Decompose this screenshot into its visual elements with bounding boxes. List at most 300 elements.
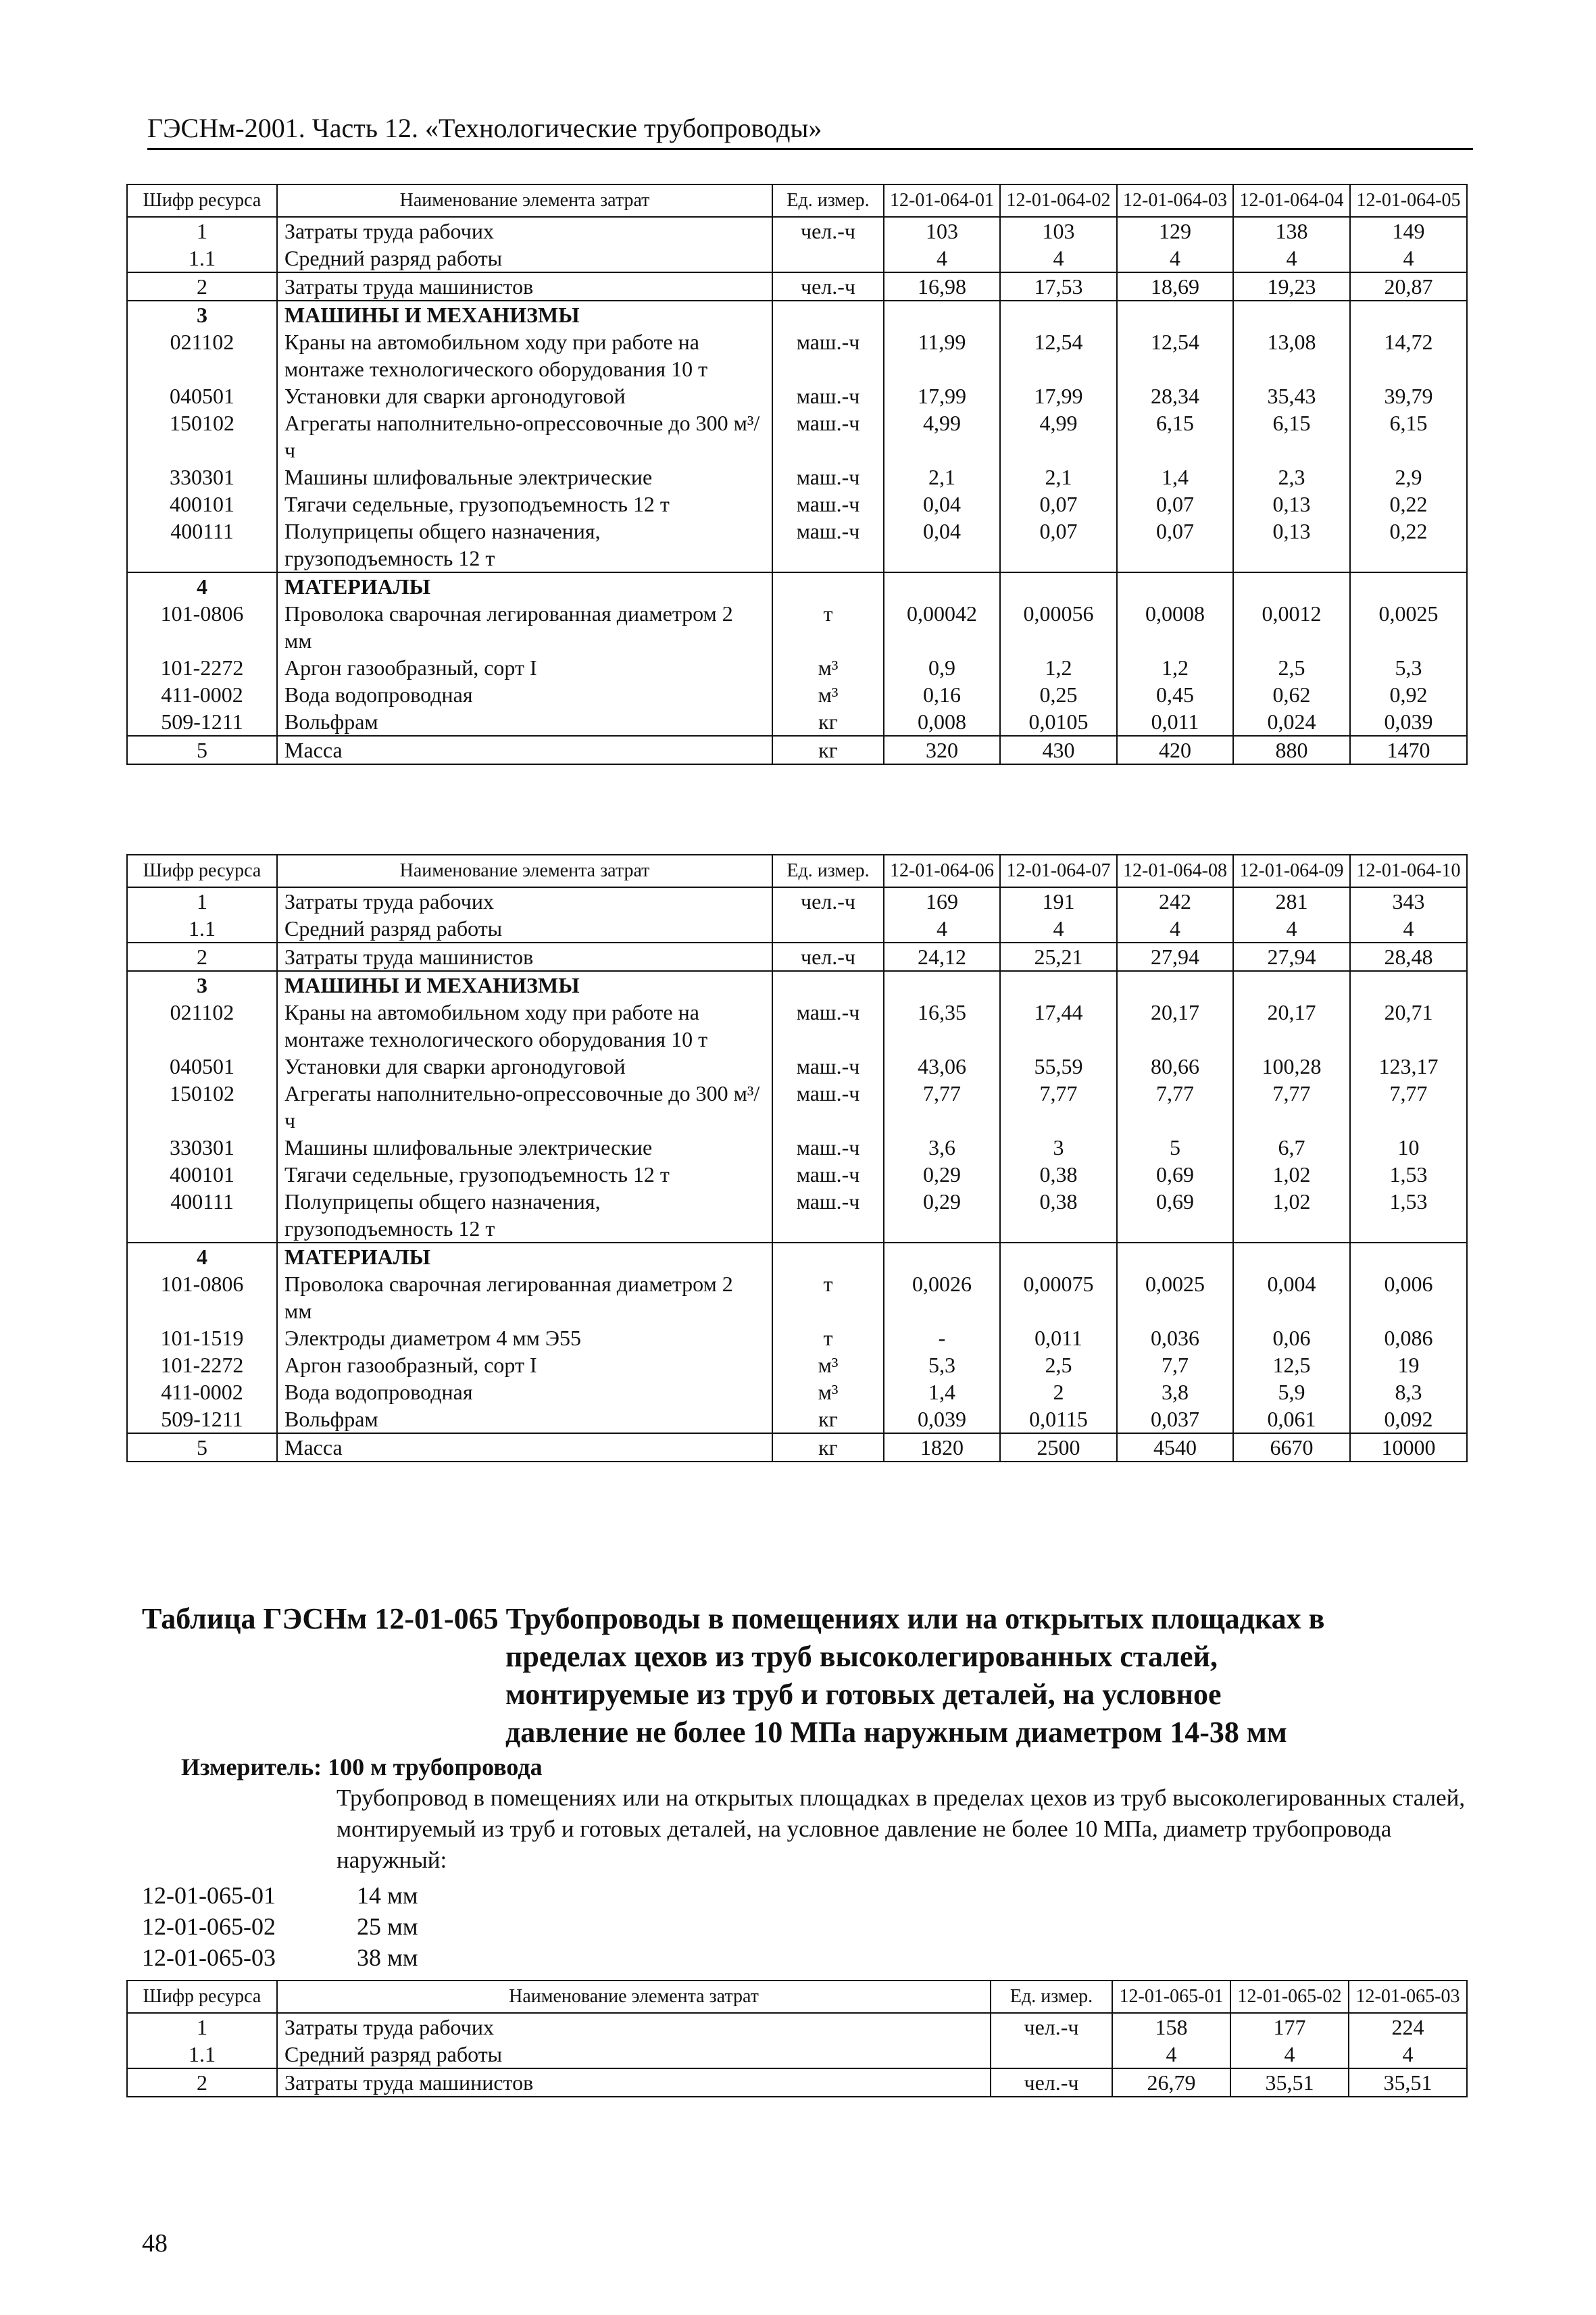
variant-item	[142, 1911, 418, 1942]
cost-item-name-cell: Краны на автомобильном ходу при работе на монтаже технологического оборудования 10 т	[277, 328, 772, 382]
unit-cell: т	[772, 1324, 884, 1351]
cost-item-name-cell: Средний разряд работы	[277, 915, 772, 943]
value-cell: 16,98	[884, 272, 1000, 301]
col-header-norm: 12-01-064-01	[884, 184, 1000, 217]
value-cell: 39,79	[1350, 382, 1467, 409]
value-cell: 0,07	[1117, 491, 1233, 518]
cost-item-name-cell: Электроды диаметром 4 мм Э55	[277, 1324, 772, 1351]
cost-item-name-cell: Тягачи седельные, грузоподъемность 12 т	[277, 491, 772, 518]
cost-item-name-cell: МАШИНЫ И МЕХАНИЗМЫ	[277, 301, 772, 328]
col-header-unit: Ед. измер.	[991, 1981, 1112, 2013]
value-cell: 4	[1000, 915, 1117, 943]
value-cell: 13,08	[1233, 328, 1350, 382]
col-header-code: Шифр ресурса	[127, 1981, 277, 2013]
col-header-norm: 12-01-065-01	[1112, 1981, 1230, 2013]
value-cell: 25,21	[1000, 943, 1117, 971]
value-cell: 224	[1349, 2013, 1467, 2041]
table-row	[127, 1053, 1467, 1080]
value-cell: 20,17	[1233, 999, 1350, 1053]
value-cell: 5,3	[884, 1351, 1000, 1378]
value-cell: 0,092	[1350, 1405, 1467, 1433]
value-cell: 0,04	[884, 491, 1000, 518]
table-title	[142, 1600, 1466, 1751]
value-cell: 17,53	[1000, 272, 1117, 301]
cost-item-name-cell: Затраты труда рабочих	[277, 217, 772, 245]
value-cell: 0,04	[884, 518, 1000, 572]
resource-code-cell: 400111	[127, 1188, 277, 1243]
value-cell: 0,086	[1350, 1324, 1467, 1351]
value-cell	[1117, 971, 1233, 999]
cost-item-name-cell: Проволока сварочная легированная диаметром 2 мм	[277, 1270, 772, 1324]
cost-item-name-cell: Затраты труда машинистов	[277, 272, 772, 301]
value-cell: 1,4	[884, 1378, 1000, 1405]
unit-cell: кг	[772, 736, 884, 764]
unit-cell: чел.-ч	[772, 943, 884, 971]
resource-code-cell: 509-1211	[127, 708, 277, 736]
value-cell: 17,44	[1000, 999, 1117, 1053]
resource-code-cell: 4	[127, 572, 277, 600]
value-cell: 0,00056	[1000, 600, 1117, 654]
table-row	[127, 301, 1467, 328]
value-cell: 10000	[1350, 1433, 1467, 1462]
value-cell: 0,13	[1233, 491, 1350, 518]
resource-code-cell: 040501	[127, 1053, 277, 1080]
cost-item-name-cell: Машины шлифовальные электрические	[277, 1134, 772, 1161]
value-cell: 4,99	[884, 409, 1000, 464]
value-cell: 4540	[1117, 1433, 1233, 1462]
value-cell: 281	[1233, 887, 1350, 915]
resource-code-cell: 3	[127, 971, 277, 999]
col-header-norm: 12-01-064-07	[1000, 855, 1117, 887]
table-row	[127, 272, 1467, 301]
resource-code-cell: 400111	[127, 518, 277, 572]
norms-table-064-06-10	[126, 854, 1468, 1462]
resource-code-cell: 101-2272	[127, 1351, 277, 1378]
value-cell: 7,77	[1000, 1080, 1117, 1134]
value-cell: 0,06	[1233, 1324, 1350, 1351]
value-cell: 16,35	[884, 999, 1000, 1053]
value-cell: 0,0025	[1117, 1270, 1233, 1324]
variant-code: 12-01-065-01	[142, 1882, 276, 1909]
unit-cell: маш.-ч	[772, 464, 884, 491]
col-header-code: Шифр ресурса	[127, 184, 277, 217]
value-cell: 0,00075	[1000, 1270, 1117, 1324]
table-row	[127, 1405, 1467, 1433]
table-header-row	[127, 1981, 1467, 2013]
value-cell: 35,51	[1230, 2068, 1349, 2097]
table-row	[127, 1324, 1467, 1351]
value-cell: 4	[1349, 2041, 1467, 2068]
value-cell: 0,38	[1000, 1161, 1117, 1188]
resource-code-cell: 2	[127, 272, 277, 301]
cost-item-name-cell: Установки для сварки аргонодуговой	[277, 1053, 772, 1080]
unit-cell: маш.-ч	[772, 328, 884, 382]
value-cell: 880	[1233, 736, 1350, 764]
value-cell: 1470	[1350, 736, 1467, 764]
value-cell: 123,17	[1350, 1053, 1467, 1080]
meter-line: Измеритель: 100 м трубопровода	[181, 1753, 543, 1781]
value-cell: 4	[1230, 2041, 1349, 2068]
value-cell: 20,87	[1350, 272, 1467, 301]
value-cell: 1820	[884, 1433, 1000, 1462]
value-cell: 5,9	[1233, 1378, 1350, 1405]
unit-cell: м³	[772, 1351, 884, 1378]
unit-cell: чел.-ч	[772, 272, 884, 301]
table-row	[127, 464, 1467, 491]
value-cell: 2,3	[1233, 464, 1350, 491]
resource-code-cell: 101-0806	[127, 600, 277, 654]
value-cell	[884, 572, 1000, 600]
cost-item-name-cell: Полуприцепы общего назначения, грузоподъемность 12 т	[277, 518, 772, 572]
value-cell: 1,2	[1117, 654, 1233, 681]
cost-item-name-cell: Агрегаты наполнительно-опрессовочные до 300 м³/ч	[277, 1080, 772, 1134]
table-row	[127, 572, 1467, 600]
value-cell: 3	[1000, 1134, 1117, 1161]
cost-item-name-cell: Средний разряд работы	[277, 245, 772, 272]
value-cell: 0,037	[1117, 1405, 1233, 1433]
table-row	[127, 382, 1467, 409]
unit-cell: маш.-ч	[772, 1080, 884, 1134]
table-row	[127, 708, 1467, 736]
value-cell: 1,53	[1350, 1188, 1467, 1243]
col-header-code: Шифр ресурса	[127, 855, 277, 887]
value-cell: 169	[884, 887, 1000, 915]
resource-code-cell: 1.1	[127, 2041, 277, 2068]
cost-item-name-cell: Агрегаты наполнительно-опрессовочные до 300 м³/ч	[277, 409, 772, 464]
value-cell: 35,51	[1349, 2068, 1467, 2097]
unit-cell	[772, 301, 884, 328]
value-cell: 10	[1350, 1134, 1467, 1161]
resource-code-cell: 411-0002	[127, 681, 277, 708]
cost-item-name-cell: Проволока сварочная легированная диаметром 2 мм	[277, 600, 772, 654]
value-cell: 0,0115	[1000, 1405, 1117, 1433]
value-cell: 0,0008	[1117, 600, 1233, 654]
table-row	[127, 518, 1467, 572]
cost-item-name-cell: Аргон газообразный, сорт I	[277, 654, 772, 681]
value-cell: 4	[1117, 915, 1233, 943]
page-number: 48	[142, 2229, 168, 2258]
col-header-name: Наименование элемента затрат	[277, 184, 772, 217]
table-row	[127, 1080, 1467, 1134]
table-row	[127, 887, 1467, 915]
col-header-name: Наименование элемента затрат	[277, 855, 772, 887]
value-cell: 0,0105	[1000, 708, 1117, 736]
resource-code-cell: 330301	[127, 464, 277, 491]
norms-table-065	[126, 1980, 1468, 2097]
col-header-norm: 12-01-064-06	[884, 855, 1000, 887]
value-cell: 0,0025	[1350, 600, 1467, 654]
unit-cell	[772, 1243, 884, 1270]
value-cell: 4	[884, 915, 1000, 943]
unit-cell: чел.-ч	[991, 2013, 1112, 2041]
value-cell: 0,38	[1000, 1188, 1117, 1243]
value-cell	[1000, 971, 1117, 999]
value-cell: 0,29	[884, 1188, 1000, 1243]
unit-cell: м³	[772, 1378, 884, 1405]
cost-item-name-cell: Установки для сварки аргонодуговой	[277, 382, 772, 409]
running-header: ГЭСНм-2001. Часть 12. «Технологические трубопроводы»	[147, 112, 1473, 150]
unit-cell: маш.-ч	[772, 999, 884, 1053]
value-cell: 12,5	[1233, 1351, 1350, 1378]
unit-cell	[772, 572, 884, 600]
resource-code-cell: 1	[127, 217, 277, 245]
resource-code-cell: 021102	[127, 328, 277, 382]
unit-cell: чел.-ч	[772, 887, 884, 915]
resource-code-cell: 411-0002	[127, 1378, 277, 1405]
value-cell: 14,72	[1350, 328, 1467, 382]
value-cell: 0,29	[884, 1161, 1000, 1188]
value-cell: 0,0026	[884, 1270, 1000, 1324]
value-cell: 4,99	[1000, 409, 1117, 464]
unit-cell: чел.-ч	[991, 2068, 1112, 2097]
cost-item-name-cell: Машины шлифовальные электрические	[277, 464, 772, 491]
value-cell	[1233, 572, 1350, 600]
title-line: Таблица ГЭСНм 12-01-065 Трубопроводы в помещениях или на открытых площадках в	[142, 1602, 1325, 1635]
unit-cell	[772, 245, 884, 272]
value-cell: 149	[1350, 217, 1467, 245]
value-cell: 4	[884, 245, 1000, 272]
unit-cell: кг	[772, 1433, 884, 1462]
value-cell	[1233, 1243, 1350, 1270]
value-cell: 35,43	[1233, 382, 1350, 409]
title-line: давление не более 10 МПа наружным диаметром 14-38 мм	[505, 1716, 1287, 1749]
variant-value: 14 мм	[357, 1882, 418, 1909]
value-cell: -	[884, 1324, 1000, 1351]
value-cell: 0,006	[1350, 1270, 1467, 1324]
value-cell: 19	[1350, 1351, 1467, 1378]
col-header-norm: 12-01-064-10	[1350, 855, 1467, 887]
value-cell: 11,99	[884, 328, 1000, 382]
value-cell: 320	[884, 736, 1000, 764]
col-header-norm: 12-01-064-05	[1350, 184, 1467, 217]
value-cell: 24,12	[884, 943, 1000, 971]
resource-code-cell: 101-1519	[127, 1324, 277, 1351]
table-row	[127, 1378, 1467, 1405]
resource-code-cell: 150102	[127, 409, 277, 464]
unit-cell: кг	[772, 1405, 884, 1433]
value-cell: 177	[1230, 2013, 1349, 2041]
value-cell: 0,22	[1350, 518, 1467, 572]
table-row	[127, 1188, 1467, 1243]
value-cell	[1000, 1243, 1117, 1270]
value-cell: 18,69	[1117, 272, 1233, 301]
value-cell: 1,53	[1350, 1161, 1467, 1188]
value-cell: 12,54	[1117, 328, 1233, 382]
value-cell: 103	[884, 217, 1000, 245]
col-header-unit: Ед. измер.	[772, 184, 884, 217]
value-cell: 28,48	[1350, 943, 1467, 971]
value-cell: 0,008	[884, 708, 1000, 736]
table-row	[127, 2013, 1467, 2041]
value-cell: 26,79	[1112, 2068, 1230, 2097]
col-header-norm: 12-01-064-02	[1000, 184, 1117, 217]
cost-item-name-cell: МАШИНЫ И МЕХАНИЗМЫ	[277, 971, 772, 999]
value-cell: 7,77	[884, 1080, 1000, 1134]
table-row	[127, 245, 1467, 272]
resource-code-cell: 1.1	[127, 915, 277, 943]
value-cell: 19,23	[1233, 272, 1350, 301]
cost-item-name-cell: Вода водопроводная	[277, 1378, 772, 1405]
value-cell: 0,07	[1117, 518, 1233, 572]
resource-code-cell: 5	[127, 1433, 277, 1462]
norms-table-064-01-05	[126, 184, 1468, 765]
table-row	[127, 328, 1467, 382]
value-cell: 0,45	[1117, 681, 1233, 708]
cost-item-name-cell: МАТЕРИАЛЫ	[277, 572, 772, 600]
cost-item-name-cell: Полуприцепы общего назначения, грузоподъемность 12 т	[277, 1188, 772, 1243]
col-header-unit: Ед. измер.	[772, 855, 884, 887]
value-cell: 27,94	[1117, 943, 1233, 971]
table-row	[127, 681, 1467, 708]
table-row	[127, 915, 1467, 943]
value-cell: 0,0012	[1233, 600, 1350, 654]
value-cell: 0,92	[1350, 681, 1467, 708]
resource-code-cell: 4	[127, 1243, 277, 1270]
value-cell: 100,28	[1233, 1053, 1350, 1080]
resource-code-cell: 101-2272	[127, 654, 277, 681]
value-cell: 1,2	[1000, 654, 1117, 681]
value-cell: 12,54	[1000, 328, 1117, 382]
value-cell: 4	[1117, 245, 1233, 272]
unit-cell: маш.-ч	[772, 1161, 884, 1188]
variant-code: 12-01-065-02	[142, 1913, 276, 1940]
cost-item-name-cell: Масса	[277, 1433, 772, 1462]
unit-cell	[772, 971, 884, 999]
value-cell: 43,06	[884, 1053, 1000, 1080]
value-cell: 5	[1117, 1134, 1233, 1161]
title-line: монтируемые из труб и готовых деталей, на условное	[505, 1678, 1222, 1711]
value-cell	[884, 1243, 1000, 1270]
value-cell	[1233, 301, 1350, 328]
value-cell	[1117, 572, 1233, 600]
value-cell: 7,77	[1117, 1080, 1233, 1134]
value-cell: 20,17	[1117, 999, 1233, 1053]
cost-item-name-cell: Затраты труда рабочих	[277, 2013, 991, 2041]
value-cell: 17,99	[1000, 382, 1117, 409]
value-cell	[1117, 1243, 1233, 1270]
value-cell: 2,1	[1000, 464, 1117, 491]
table-row	[127, 1270, 1467, 1324]
value-cell: 1,4	[1117, 464, 1233, 491]
value-cell: 4	[1233, 915, 1350, 943]
value-cell: 0,004	[1233, 1270, 1350, 1324]
resource-code-cell: 1	[127, 887, 277, 915]
value-cell: 242	[1117, 887, 1233, 915]
value-cell	[1350, 1243, 1467, 1270]
value-cell: 0,036	[1117, 1324, 1233, 1351]
cost-item-name-cell: Затраты труда рабочих	[277, 887, 772, 915]
value-cell	[1233, 971, 1350, 999]
value-cell: 103	[1000, 217, 1117, 245]
unit-cell: маш.-ч	[772, 1053, 884, 1080]
table-row	[127, 654, 1467, 681]
table-header-row	[127, 855, 1467, 887]
value-cell: 2,1	[884, 464, 1000, 491]
value-cell: 27,94	[1233, 943, 1350, 971]
value-cell: 2,5	[1233, 654, 1350, 681]
resource-code-cell: 150102	[127, 1080, 277, 1134]
unit-cell: маш.-ч	[772, 1134, 884, 1161]
unit-cell	[991, 2041, 1112, 2068]
value-cell: 2,5	[1000, 1351, 1117, 1378]
value-cell: 1,02	[1233, 1188, 1350, 1243]
value-cell: 0,13	[1233, 518, 1350, 572]
value-cell: 0,039	[1350, 708, 1467, 736]
value-cell: 4	[1350, 915, 1467, 943]
table-row	[127, 491, 1467, 518]
cost-item-name-cell: Вода водопроводная	[277, 681, 772, 708]
value-cell: 0,011	[1000, 1324, 1117, 1351]
value-cell: 5,3	[1350, 654, 1467, 681]
unit-cell: маш.-ч	[772, 382, 884, 409]
resource-code-cell: 5	[127, 736, 277, 764]
value-cell: 0,69	[1117, 1188, 1233, 1243]
value-cell: 420	[1117, 736, 1233, 764]
table-row	[127, 1243, 1467, 1270]
value-cell	[1000, 572, 1117, 600]
unit-cell: кг	[772, 708, 884, 736]
table-row	[127, 1351, 1467, 1378]
value-cell: 7,77	[1350, 1080, 1467, 1134]
value-cell: 28,34	[1117, 382, 1233, 409]
value-cell: 0,16	[884, 681, 1000, 708]
value-cell: 8,3	[1350, 1378, 1467, 1405]
variant-item	[142, 1942, 418, 1973]
value-cell: 0,07	[1000, 491, 1117, 518]
table-row	[127, 600, 1467, 654]
value-cell	[1000, 301, 1117, 328]
unit-cell: м³	[772, 681, 884, 708]
col-header-norm: 12-01-064-04	[1233, 184, 1350, 217]
resource-code-cell: 3	[127, 301, 277, 328]
unit-cell: т	[772, 600, 884, 654]
value-cell: 3,8	[1117, 1378, 1233, 1405]
value-cell: 0,039	[884, 1405, 1000, 1433]
cost-item-name-cell: Вольфрам	[277, 1405, 772, 1433]
resource-code-cell: 509-1211	[127, 1405, 277, 1433]
value-cell: 4	[1350, 245, 1467, 272]
value-cell: 20,71	[1350, 999, 1467, 1053]
value-cell: 4	[1112, 2041, 1230, 2068]
unit-cell: маш.-ч	[772, 491, 884, 518]
value-cell	[884, 301, 1000, 328]
table-row	[127, 2068, 1467, 2097]
value-cell: 0,024	[1233, 708, 1350, 736]
value-cell: 0,07	[1000, 518, 1117, 572]
unit-cell: т	[772, 1270, 884, 1324]
title-line: пределах цехов из труб высоколегированных сталей,	[505, 1640, 1218, 1673]
table-row	[127, 999, 1467, 1053]
resource-code-cell: 021102	[127, 999, 277, 1053]
value-cell: 6,15	[1117, 409, 1233, 464]
value-cell	[1350, 572, 1467, 600]
value-cell: 0,00042	[884, 600, 1000, 654]
table-row	[127, 736, 1467, 764]
unit-cell: м³	[772, 654, 884, 681]
value-cell: 6670	[1233, 1433, 1350, 1462]
col-header-norm: 12-01-064-09	[1233, 855, 1350, 887]
value-cell: 6,7	[1233, 1134, 1350, 1161]
value-cell: 4	[1000, 245, 1117, 272]
table-row	[127, 971, 1467, 999]
cost-item-name-cell: Вольфрам	[277, 708, 772, 736]
value-cell: 0,9	[884, 654, 1000, 681]
variant-value: 25 мм	[357, 1913, 418, 1940]
value-cell	[1350, 971, 1467, 999]
table-description: Трубопровод в помещениях или на открытых площадках в пределах цехов из труб высоколегированных сталей, монтируемый из труб и готовых деталей, на условное давление не более 10 МПа, диаметр трубопровода наружный:	[336, 1785, 1466, 1873]
resource-code-cell: 1.1	[127, 245, 277, 272]
table-row	[127, 2041, 1467, 2068]
